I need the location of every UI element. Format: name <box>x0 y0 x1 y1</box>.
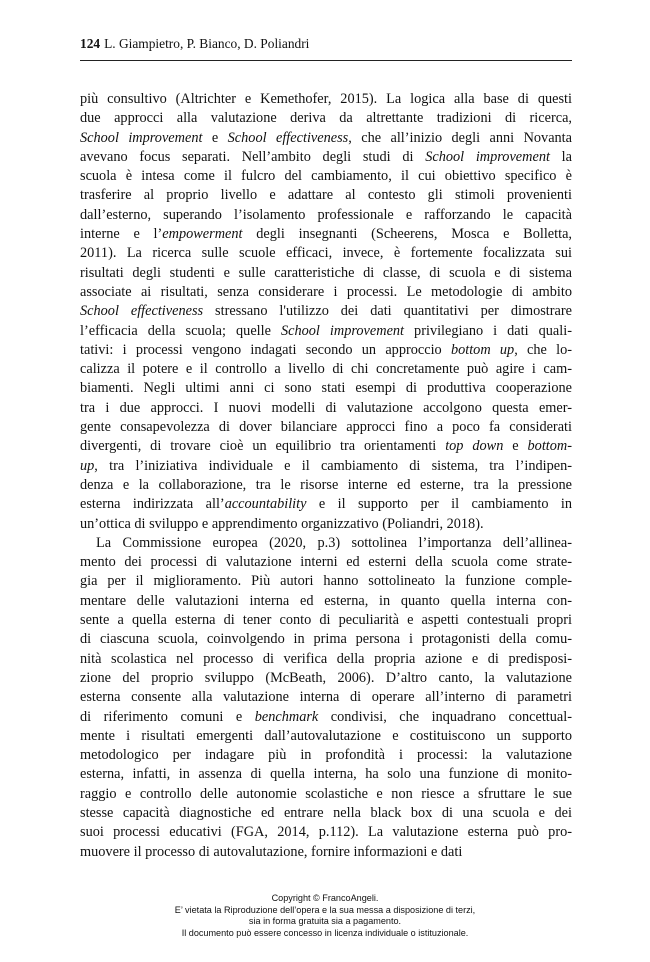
text-run: , tra l’iniziativa individuale e il cambiamento di sistema, tra l’indipen- <box>94 457 572 474</box>
text-line <box>80 572 572 591</box>
header-rule <box>80 60 572 61</box>
text-run: e il supporto per il cambiamento in <box>306 496 572 513</box>
text-line <box>80 534 572 553</box>
text-line <box>80 302 572 321</box>
text-run: muovere il processo di autovalutazione, fornire informazioni e dati <box>80 843 463 860</box>
text-run: gente consapevolezza di dover bilanciare approcci fino a poco fa considerati <box>80 419 572 436</box>
text-run: stesse capacità diagnostiche ed entrare nella black box di una scuola e dei <box>80 804 572 821</box>
running-header-authors: L. Giampietro, P. Bianco, D. Poliandri <box>104 36 310 51</box>
text-line <box>80 457 572 476</box>
text-line <box>80 746 572 765</box>
text-line <box>80 264 572 283</box>
text-run: divergenti, di trovare cioè un equilibrio tra orientamenti <box>80 438 446 455</box>
text-line <box>80 148 572 167</box>
text-run: privilegiano i dati quali- <box>404 322 572 339</box>
text-run: biamenti. Negli ultimi anni ci sono stati esempi di produttiva cooperazione <box>80 380 572 397</box>
text-run: zione del proprio sviluppo (McBeath, 2006). D’altro canto, la valutazione <box>80 669 572 686</box>
text-line <box>80 244 572 263</box>
text-run: suoi processi educativi (FGA, 2014, p.112). La valutazione esterna può pro- <box>80 824 572 841</box>
italic-term: top down <box>445 438 504 455</box>
italic-term: empowerment <box>162 226 243 243</box>
text-line <box>80 785 572 804</box>
text-line <box>80 341 572 360</box>
text-run: tativi: i processi vengono indagati secondo un approccio <box>80 341 451 358</box>
text-line <box>80 804 572 823</box>
text-line <box>80 90 572 109</box>
copyright-line: sia in forma gratuita sia a pagamento. <box>248 916 402 927</box>
text-line <box>80 823 572 842</box>
text-run: scuola è intesa come il fulcro del cambiamento, il cui obiettivo specifico è <box>80 168 572 185</box>
text-run: degli insegnanti (Scheerens, Mosca e Bolletta, <box>242 226 573 243</box>
text-line <box>80 669 572 688</box>
text-line <box>80 206 572 225</box>
copyright-notice <box>0 893 650 939</box>
text-run: sente a quella esterna di tener conto di peculiarità e aspetti contestuali propri <box>80 612 572 629</box>
text-line <box>80 399 572 418</box>
text-line <box>80 283 572 302</box>
italic-term: bottom up <box>450 341 515 358</box>
text-run: trasferire al proprio livello e adattare al contesto gli stimoli provenienti <box>80 187 572 204</box>
text-run: un’ottica di sviluppo e apprendimento organizzativo (Poliandri, 2018). <box>80 515 484 532</box>
text-run: mente i risultati emergenti dall’autovalutazione e costituiscono un supporto <box>80 727 572 744</box>
copyright-line: Copyright © FrancoAngeli. <box>271 893 379 903</box>
text-run: calizza il potere e il controllo a livello di chi concretamente può agire i cam- <box>80 361 572 378</box>
text-line <box>80 843 572 862</box>
text-line <box>80 592 572 611</box>
text-run: e <box>503 438 528 455</box>
text-line <box>80 225 572 244</box>
text-run: dall’esterno, superando l’isolamento professionale e rafforzando le capacità <box>80 206 572 223</box>
italic-term: bottom- <box>527 438 573 455</box>
text-line <box>80 727 572 746</box>
text-line <box>80 379 572 398</box>
text-run: due approcci alla valutazione deriva da altrettante tradizioni di ricerca, <box>80 110 572 127</box>
text-run: risultati degli studenti e sulle caratteristiche di classe, di scuola e di sistema <box>80 264 572 281</box>
text-run: l’efficacia della scuola; quelle <box>80 322 281 339</box>
italic-term: School effectiveness <box>80 303 204 320</box>
text-line <box>80 186 572 205</box>
text-run: tra i due approcci. I nuovi modelli di valutazione accolgono questa emer- <box>80 399 572 416</box>
text-run: stressano l'utilizzo dei dati quantitativi per dimostrare <box>203 303 572 320</box>
running-header <box>80 36 309 52</box>
text-run: di riferimento comuni e <box>80 708 255 725</box>
text-line <box>80 495 572 514</box>
text-run: raggio e controllo delle autonomie scolastiche e non riesce a sfruttare le sue <box>80 785 572 802</box>
text-run: avevano focus separati. Nell’ambito degli studi di <box>80 148 426 165</box>
page-number: 124 <box>80 36 101 51</box>
italic-term: School improvement <box>80 129 203 146</box>
text-line <box>80 630 572 649</box>
body-text <box>80 90 572 862</box>
text-run: esterna, infatti, in assenza di quella interna, ha solo una funzione di monito- <box>80 766 572 783</box>
text-line <box>80 553 572 572</box>
text-line <box>80 360 572 379</box>
text-run: esterna indirizzata all’ <box>80 496 225 513</box>
italic-term: up <box>80 457 95 474</box>
text-run: metodologico per indagare più in profondità i processi: la valutazione <box>80 747 572 764</box>
text-run: La Commissione europea (2020, p.3) sottolinea l’importanza dell’allinea- <box>96 534 572 551</box>
text-run: nità scolastica nel processo di verifica della propria azione e di predisposi- <box>80 650 572 667</box>
text-run: di ciascuna scuola, coinvolgendo in prima persona i protagonisti della comu- <box>80 631 572 648</box>
text-line <box>80 688 572 707</box>
text-run: gia per il miglioramento. Più autori hanno sottolineato la funzione comple- <box>80 573 572 590</box>
text-run: , che all’inizio degli anni Novanta <box>348 129 573 146</box>
italic-term: School improvement <box>280 322 405 339</box>
text-run: , che lo- <box>514 341 572 358</box>
text-run: mentare delle valutazioni interna ed esterna, in quanto quella interna con- <box>80 592 572 609</box>
italic-term: School effectiveness <box>227 129 349 146</box>
text-line <box>80 611 572 630</box>
italic-term: School improvement <box>425 148 550 165</box>
text-line <box>80 322 572 341</box>
text-run: interne e l’ <box>80 226 163 243</box>
italic-term: benchmark <box>254 708 319 725</box>
copyright-line: E’ vietata la Riproduzione dell’opera e la sua messa a disposizione di terzi, <box>174 904 476 915</box>
text-line <box>80 437 572 456</box>
copyright-line: Il documento può essere concesso in licenza individuale o istituzionale. <box>181 927 469 938</box>
text-run: e <box>202 129 228 146</box>
text-run: più consultivo (Altrichter e Kemethofer, 2015). La logica alla base di questi <box>80 91 572 107</box>
text-line <box>80 765 572 784</box>
text-line <box>80 109 572 128</box>
text-line <box>80 650 572 669</box>
text-run: la <box>549 148 572 165</box>
text-line <box>80 515 572 534</box>
text-run: associate ai risultati, senza considerare i processi. Le metodologie di ambito <box>80 283 572 300</box>
text-run: denza e la collaborazione, tra le risorse interne ed esterne, tra la pressione <box>80 476 572 493</box>
text-line <box>80 129 572 148</box>
text-line <box>80 708 572 727</box>
text-line <box>80 167 572 186</box>
text-line <box>80 418 572 437</box>
text-run: mento dei processi di valutazione interni ed esterni della scuola come strate- <box>80 554 572 571</box>
text-run: esterna consente alla valutazione interna di operare all’interno di parametri <box>80 689 572 706</box>
text-run: 2011). La ricerca sulle scuole efficaci, invece, è fortemente focalizzata sui <box>80 245 572 262</box>
text-line <box>80 476 572 495</box>
italic-term: accountability <box>224 496 307 513</box>
text-run: condivisi, che inquadrano concettual- <box>318 708 572 725</box>
